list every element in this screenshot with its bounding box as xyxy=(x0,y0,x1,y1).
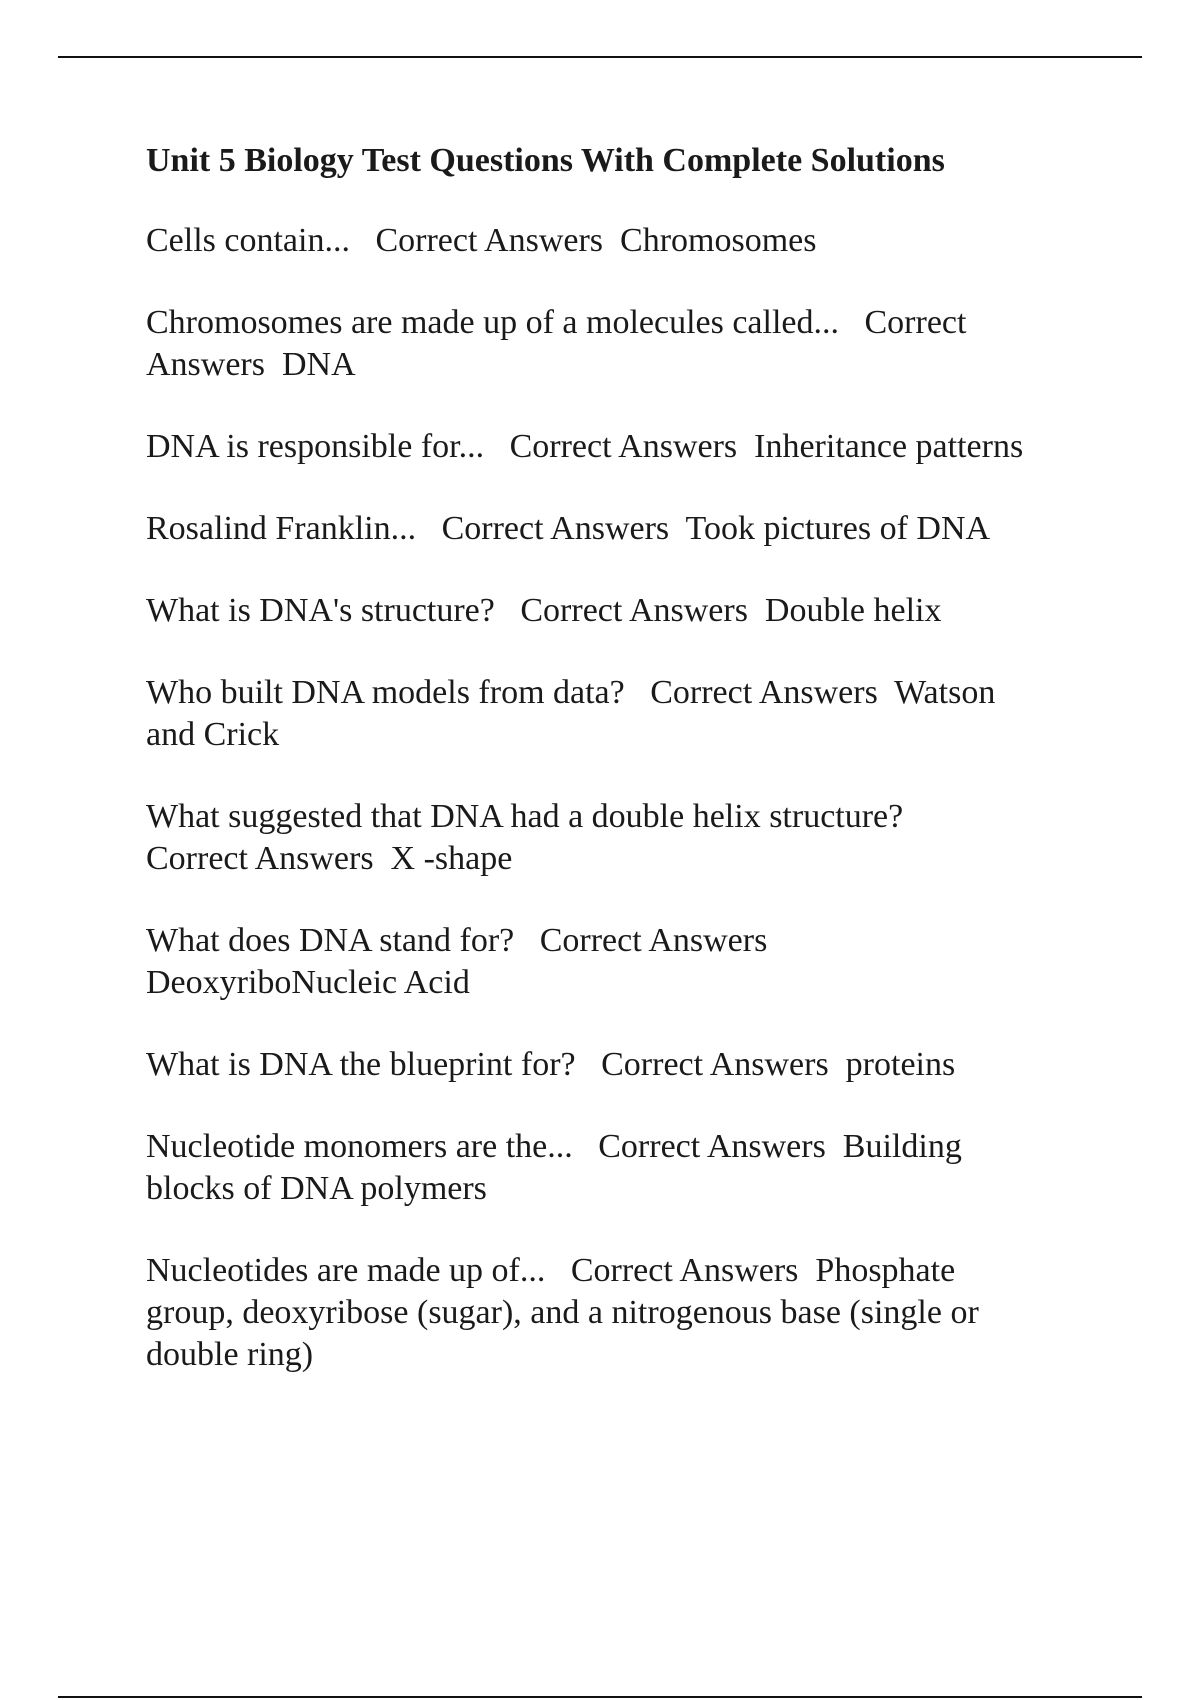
qa-item: What is DNA's structure? Correct Answers Double helix xyxy=(146,592,942,629)
qa-item: What is DNA the blueprint for? Correct Answers proteins xyxy=(146,1046,956,1083)
qa-item: Nucleotide monomers are the... Correct Answers Building blocks of DNA polymers xyxy=(146,1128,962,1207)
document-body xyxy=(146,140,1106,1416)
qa-item: Cells contain... Correct Answers Chromosomes xyxy=(146,222,817,259)
footer-rule xyxy=(58,1696,1142,1698)
document-title: Unit 5 Biology Test Questions With Complete Solutions xyxy=(146,142,945,179)
qa-item: Chromosomes are made up of a molecules called... Correct Answers DNA xyxy=(146,304,967,383)
header-rule xyxy=(58,56,1142,58)
qa-item: DNA is responsible for... Correct Answers Inheritance patterns xyxy=(146,428,1024,465)
qa-item: Rosalind Franklin... Correct Answers Took pictures of DNA xyxy=(146,510,991,547)
qa-item: What does DNA stand for? Correct Answers DeoxyriboNucleic Acid xyxy=(146,922,768,1001)
qa-item: Who built DNA models from data? Correct Answers Watson and Crick xyxy=(146,674,996,753)
qa-item: What suggested that DNA had a double helix structure? Correct Answers X -shape xyxy=(146,798,904,877)
qa-item: Nucleotides are made up of... Correct Answers Phosphate group, deoxyribose (sugar), and a nitrogenous base (single or double ring) xyxy=(146,1252,979,1373)
